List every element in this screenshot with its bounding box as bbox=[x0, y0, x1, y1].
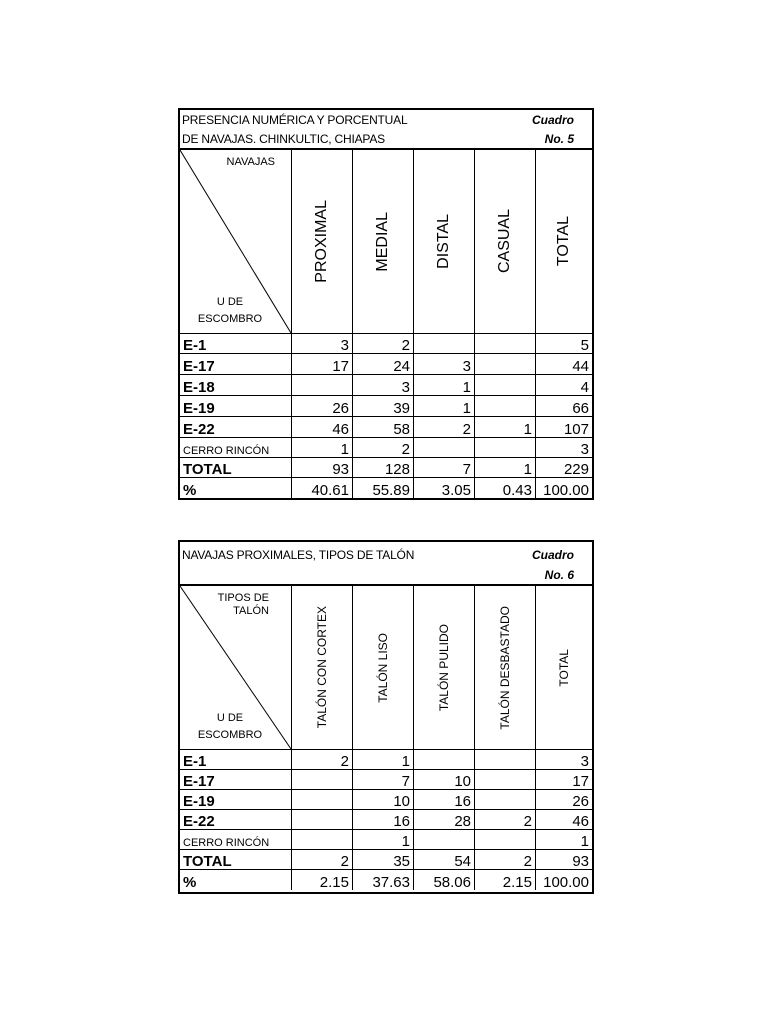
table-cell bbox=[475, 750, 536, 770]
column-header bbox=[292, 150, 353, 334]
cuadro-label: Cuadro bbox=[532, 548, 574, 562]
column-header bbox=[414, 150, 475, 334]
row-label: E-1 bbox=[180, 750, 292, 770]
table-cell: 128 bbox=[353, 458, 414, 478]
table-cell: 1 bbox=[475, 417, 536, 438]
table-cell bbox=[414, 334, 475, 354]
column-header bbox=[292, 586, 353, 750]
column-header bbox=[475, 150, 536, 334]
table-cell: 46 bbox=[292, 417, 353, 438]
column-header bbox=[536, 150, 592, 334]
table-cell: 5 bbox=[536, 334, 592, 354]
column-header-label: TALÓN CON CORTEX bbox=[315, 606, 329, 729]
table-cell bbox=[475, 790, 536, 810]
table-cell: 2 bbox=[292, 850, 353, 870]
corner-bottom-label-2: ESCOMBRO bbox=[197, 313, 263, 325]
table-cell: 58.06 bbox=[414, 870, 475, 890]
table-cell: 107 bbox=[536, 417, 592, 438]
table-cell: 10 bbox=[353, 790, 414, 810]
column-header-label: TALÓN DESBASTADO bbox=[498, 605, 512, 730]
column-header-label: TALÓN PULIDO bbox=[437, 623, 451, 712]
column-header-label: DISTAL bbox=[435, 214, 452, 269]
table-cell bbox=[475, 396, 536, 417]
table-cell: 3 bbox=[536, 750, 592, 770]
cuadro-number: No. 6 bbox=[544, 568, 574, 582]
table-cell: 2 bbox=[414, 417, 475, 438]
row-label: E-22 bbox=[180, 810, 292, 830]
row-label: E-1 bbox=[180, 334, 292, 354]
table-cell: 0.43 bbox=[475, 478, 536, 498]
table-cell bbox=[475, 375, 536, 396]
table-cell: 1 bbox=[292, 438, 353, 458]
table-cell: 93 bbox=[292, 458, 353, 478]
row-label: TOTAL bbox=[180, 850, 292, 870]
table-cell: 40.61 bbox=[292, 478, 353, 498]
table-cuadro-5 bbox=[178, 108, 594, 500]
table-cell bbox=[475, 438, 536, 458]
table-cell bbox=[292, 770, 353, 790]
table-cell: 26 bbox=[292, 396, 353, 417]
table-cell bbox=[414, 750, 475, 770]
table-cell bbox=[414, 830, 475, 850]
row-label: CERRO RINCÓN bbox=[180, 830, 292, 850]
table-cell: 17 bbox=[536, 770, 592, 790]
table-cell: 28 bbox=[414, 810, 475, 830]
data-grid bbox=[180, 150, 592, 498]
title-line-1: NAVAJAS PROXIMALES, TIPOS DE TALÓN bbox=[182, 548, 415, 562]
table-cell: 54 bbox=[414, 850, 475, 870]
corner-bottom-label-1: U DE bbox=[216, 295, 244, 308]
table-cuadro-6 bbox=[178, 540, 594, 894]
table-cell: 4 bbox=[536, 375, 592, 396]
row-label: TOTAL bbox=[180, 458, 292, 478]
table-cell: 16 bbox=[414, 790, 475, 810]
table-cell bbox=[475, 354, 536, 375]
corner-top-label: NAVAJAS bbox=[226, 156, 275, 168]
table-cell bbox=[292, 830, 353, 850]
data-grid bbox=[180, 586, 592, 890]
table-cell: 2.15 bbox=[292, 870, 353, 890]
table-cell: 1 bbox=[414, 396, 475, 417]
row-label: E-19 bbox=[180, 790, 292, 810]
table-cell: 3.05 bbox=[414, 478, 475, 498]
table-cell: 2 bbox=[475, 850, 536, 870]
table-cell: 24 bbox=[353, 354, 414, 375]
table-cell: 100.00 bbox=[543, 482, 589, 498]
column-header bbox=[414, 586, 475, 750]
table-cell: 7 bbox=[414, 458, 475, 478]
header-corner bbox=[180, 150, 292, 334]
cuadro-number: No. 5 bbox=[544, 132, 574, 146]
table-cell: 17 bbox=[292, 354, 353, 375]
corner-top-label-2: TALÓN bbox=[233, 605, 269, 618]
title-line-1: PRESENCIA NUMÉRICA Y PORCENTUAL bbox=[182, 113, 408, 127]
table-cell: 1 bbox=[353, 750, 414, 770]
column-header-label: MEDIAL bbox=[374, 211, 391, 272]
table-title bbox=[180, 110, 592, 150]
table-title bbox=[180, 542, 592, 586]
table-cell: 2.15 bbox=[475, 870, 536, 890]
row-label: E-17 bbox=[180, 354, 292, 375]
row-label: E-19 bbox=[180, 396, 292, 417]
table-cell bbox=[475, 334, 536, 354]
column-header-label: TALÓN LISO bbox=[376, 632, 390, 703]
table-cell: 44 bbox=[536, 354, 592, 375]
table-cell bbox=[292, 810, 353, 830]
table-cell: 7 bbox=[353, 770, 414, 790]
table-cell: 3 bbox=[536, 438, 592, 458]
table-cell: 3 bbox=[414, 354, 475, 375]
row-label: % bbox=[180, 478, 292, 498]
column-header bbox=[353, 586, 414, 750]
corner-bottom-label-2: ESCOMBRO bbox=[197, 729, 263, 741]
table-cell bbox=[292, 790, 353, 810]
table-cell bbox=[475, 770, 536, 790]
column-header-label: PROXIMAL bbox=[313, 200, 330, 283]
column-header bbox=[353, 150, 414, 334]
table-cell: 1 bbox=[536, 830, 592, 850]
table-cell: 16 bbox=[353, 810, 414, 830]
row-label: % bbox=[180, 870, 292, 890]
column-header bbox=[475, 586, 536, 750]
row-label: CERRO RINCÓN bbox=[180, 438, 292, 458]
table-cell: 229 bbox=[536, 458, 592, 478]
table-cell: 26 bbox=[536, 790, 592, 810]
column-header-label: TOTAL bbox=[557, 648, 571, 687]
header-corner bbox=[180, 586, 292, 750]
cuadro-label: Cuadro bbox=[532, 113, 574, 127]
corner-top-label-1: TIPOS DE bbox=[217, 592, 269, 604]
table-cell: 55.89 bbox=[353, 478, 414, 498]
table-cell: 100.00 bbox=[543, 874, 589, 890]
table-cell: 1 bbox=[353, 830, 414, 850]
table-cell: 2 bbox=[475, 810, 536, 830]
table-cell: 1 bbox=[414, 375, 475, 396]
corner-top-label bbox=[218, 592, 269, 618]
table-cell: 93 bbox=[536, 850, 592, 870]
row-label: E-22 bbox=[180, 417, 292, 438]
table-cell: 2 bbox=[353, 334, 414, 354]
row-label: E-17 bbox=[180, 770, 292, 790]
table-cell: 39 bbox=[353, 396, 414, 417]
table-cell: 37.63 bbox=[353, 870, 414, 890]
column-header-label: TOTAL bbox=[555, 216, 572, 267]
table-cell: 46 bbox=[536, 810, 592, 830]
table-cell: 2 bbox=[292, 750, 353, 770]
table-cell: 35 bbox=[353, 850, 414, 870]
corner-bottom-label-1: U DE bbox=[216, 711, 244, 724]
column-header bbox=[536, 586, 592, 750]
row-label: E-18 bbox=[180, 375, 292, 396]
table-cell bbox=[292, 375, 353, 396]
table-cell: 3 bbox=[353, 375, 414, 396]
table-cell: 1 bbox=[475, 458, 536, 478]
table-cell: 2 bbox=[353, 438, 414, 458]
column-header-label: CASUAL bbox=[496, 209, 513, 274]
title-line-2: DE NAVAJAS. CHINKULTIC, CHIAPAS bbox=[182, 132, 385, 146]
table-cell: 66 bbox=[536, 396, 592, 417]
table-cell: 3 bbox=[292, 334, 353, 354]
table-cell: 10 bbox=[414, 770, 475, 790]
table-cell: 58 bbox=[353, 417, 414, 438]
table-cell bbox=[414, 438, 475, 458]
table-cell bbox=[475, 830, 536, 850]
